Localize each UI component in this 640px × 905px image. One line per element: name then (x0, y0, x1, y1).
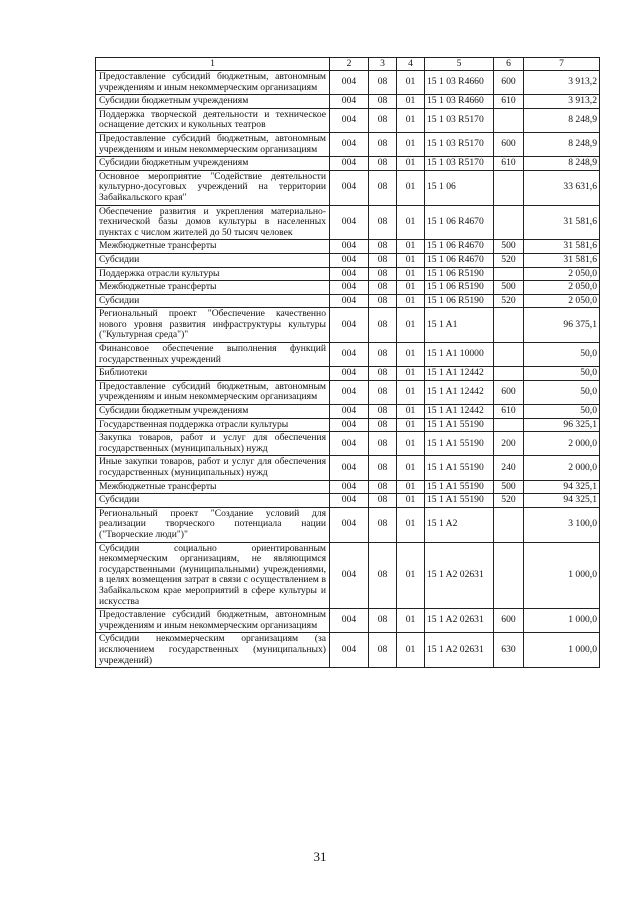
cell-ministry: 004 (330, 157, 369, 171)
cell-expense-type (494, 170, 524, 205)
cell-expense-type (494, 108, 524, 132)
cell-subsection: 01 (397, 480, 425, 494)
table-row (96, 170, 600, 205)
cell-subsection: 01 (397, 367, 425, 381)
cell-ministry: 004 (330, 494, 369, 508)
cell-target-article: 15 1 A1 55190 (425, 480, 494, 494)
cell-section: 08 (369, 205, 397, 240)
cell-ministry: 004 (330, 170, 369, 205)
cell-subsection: 01 (397, 95, 425, 109)
cell-section: 08 (369, 633, 397, 668)
cell-ministry: 004 (330, 405, 369, 419)
cell-target-article: 15 1 06 R5190 (425, 281, 494, 295)
cell-subsection: 01 (397, 609, 425, 633)
cell-target-article: 15 1 A1 12442 (425, 405, 494, 419)
cell-section: 08 (369, 95, 397, 109)
cell-section: 08 (369, 542, 397, 609)
cell-name: Предоставление субсидий бюджетным, автономным учреждениям и иным некоммерческим организациям (96, 71, 330, 95)
cell-section: 08 (369, 294, 397, 308)
cell-target-article: 15 1 06 R4670 (425, 253, 494, 267)
cell-amount: 1 000,0 (524, 609, 600, 633)
cell-ministry: 004 (330, 132, 369, 156)
cell-section: 08 (369, 480, 397, 494)
cell-target-article: 15 1 A1 55190 (425, 456, 494, 480)
cell-target-article: 15 1 06 R5190 (425, 267, 494, 281)
cell-section: 08 (369, 253, 397, 267)
cell-name: Предоставление субсидий бюджетным, автономным учреждениям и иным некоммерческим организациям (96, 609, 330, 633)
header-col-2: 2 (330, 58, 369, 71)
table-row (96, 456, 600, 480)
table-row (96, 343, 600, 367)
cell-target-article: 15 1 03 R5170 (425, 132, 494, 156)
cell-amount: 3 100,0 (524, 507, 600, 542)
cell-target-article: 15 1 03 R5170 (425, 108, 494, 132)
cell-name: Субсидии бюджетным учреждениям (96, 157, 330, 171)
cell-amount: 3 913,2 (524, 95, 600, 109)
cell-amount: 8 248,9 (524, 132, 600, 156)
table-row (96, 308, 600, 343)
cell-amount: 1 000,0 (524, 633, 600, 668)
cell-section: 08 (369, 405, 397, 419)
cell-subsection: 01 (397, 507, 425, 542)
cell-ministry: 004 (330, 95, 369, 109)
cell-subsection: 01 (397, 267, 425, 281)
cell-expense-type: 500 (494, 281, 524, 295)
table-row (96, 205, 600, 240)
cell-ministry: 004 (330, 633, 369, 668)
cell-subsection: 01 (397, 308, 425, 343)
cell-amount: 2 050,0 (524, 294, 600, 308)
cell-section: 08 (369, 494, 397, 508)
table-row (96, 294, 600, 308)
cell-section: 08 (369, 308, 397, 343)
header-col-4: 4 (397, 58, 425, 71)
cell-section: 08 (369, 240, 397, 254)
page-number: 31 (313, 849, 327, 864)
cell-section: 08 (369, 456, 397, 480)
cell-amount: 2 000,0 (524, 456, 600, 480)
table-row (96, 609, 600, 633)
cell-subsection: 01 (397, 380, 425, 404)
cell-ministry: 004 (330, 308, 369, 343)
cell-expense-type (494, 418, 524, 432)
table-row (96, 418, 600, 432)
cell-expense-type: 610 (494, 405, 524, 419)
cell-amount: 50,0 (524, 380, 600, 404)
cell-name: Субсидии некоммерческим организациям (за исключением государственных (муниципальных) учреждений) (96, 633, 330, 668)
cell-ministry: 004 (330, 542, 369, 609)
cell-target-article: 15 1 03 R4660 (425, 71, 494, 95)
cell-ministry: 004 (330, 609, 369, 633)
cell-amount: 94 325,1 (524, 494, 600, 508)
cell-target-article: 15 1 A1 (425, 308, 494, 343)
table-row (96, 108, 600, 132)
cell-name: Поддержка отрасли культуры (96, 267, 330, 281)
cell-name: Поддержка творческой деятельности и техническое оснащение детских и кукольных театров (96, 108, 330, 132)
cell-section: 08 (369, 170, 397, 205)
cell-expense-type (494, 542, 524, 609)
table-row (96, 267, 600, 281)
cell-name: Субсидии (96, 253, 330, 267)
cell-target-article: 15 1 06 R4670 (425, 205, 494, 240)
header-col-6: 6 (494, 58, 524, 71)
cell-subsection: 01 (397, 494, 425, 508)
cell-name: Обеспечение развития и укрепления материально-технической базы домов культуры в населенных пунктах с числом жителей до 50 тысяч человек (96, 205, 330, 240)
cell-amount: 31 581,6 (524, 205, 600, 240)
table-row (96, 95, 600, 109)
cell-target-article: 15 1 A1 10000 (425, 343, 494, 367)
cell-section: 08 (369, 71, 397, 95)
header-col-3: 3 (369, 58, 397, 71)
cell-section: 08 (369, 380, 397, 404)
cell-expense-type (494, 205, 524, 240)
cell-name: Субсидии (96, 494, 330, 508)
cell-target-article: 15 1 A1 55190 (425, 432, 494, 456)
cell-expense-type: 600 (494, 71, 524, 95)
cell-ministry: 004 (330, 456, 369, 480)
cell-name: Межбюджетные трансферты (96, 240, 330, 254)
cell-subsection: 01 (397, 157, 425, 171)
cell-name: Субсидии бюджетным учреждениям (96, 405, 330, 419)
cell-name: Предоставление субсидий бюджетным, автономным учреждениям и иным некоммерческим организациям (96, 132, 330, 156)
cell-expense-type: 520 (494, 294, 524, 308)
table-row (96, 71, 600, 95)
table-row (96, 494, 600, 508)
cell-target-article: 15 1 03 R5170 (425, 157, 494, 171)
cell-ministry: 004 (330, 267, 369, 281)
cell-target-article: 15 1 06 R5190 (425, 294, 494, 308)
cell-amount: 94 325,1 (524, 480, 600, 494)
cell-name: Библиотеки (96, 367, 330, 381)
table-row (96, 507, 600, 542)
cell-expense-type: 600 (494, 132, 524, 156)
cell-ministry: 004 (330, 108, 369, 132)
cell-expense-type: 520 (494, 253, 524, 267)
cell-expense-type (494, 267, 524, 281)
cell-subsection: 01 (397, 132, 425, 156)
cell-subsection: 01 (397, 456, 425, 480)
cell-target-article: 15 1 A2 (425, 507, 494, 542)
cell-name: Субсидии социально ориентированным некоммерческим организациям, не являющимся государственными (муниципальными) учреждениями, в целях возмещения затрат в связи с осуществлением в Забайкальском крае мероприятий в сфере культуры и искусства (96, 542, 330, 609)
cell-subsection: 01 (397, 108, 425, 132)
cell-ministry: 004 (330, 240, 369, 254)
cell-subsection: 01 (397, 405, 425, 419)
cell-ministry: 004 (330, 507, 369, 542)
budget-table (95, 57, 600, 668)
cell-section: 08 (369, 132, 397, 156)
cell-target-article: 15 1 06 (425, 170, 494, 205)
header-col-1: 1 (96, 58, 330, 71)
cell-target-article: 15 1 A1 55190 (425, 494, 494, 508)
cell-subsection: 01 (397, 240, 425, 254)
cell-name: Региональный проект "Обеспечение качественно нового уровня развития инфраструктуры культуры ("Культурная среда")" (96, 308, 330, 343)
cell-amount: 31 581,6 (524, 253, 600, 267)
table-row (96, 405, 600, 419)
cell-amount: 3 913,2 (524, 71, 600, 95)
cell-expense-type (494, 343, 524, 367)
cell-expense-type: 500 (494, 480, 524, 494)
cell-expense-type: 600 (494, 609, 524, 633)
table-row (96, 480, 600, 494)
cell-expense-type: 520 (494, 494, 524, 508)
cell-name: Иные закупки товаров, работ и услуг для обеспечения государственных (муниципальных) нужд (96, 456, 330, 480)
cell-expense-type (494, 507, 524, 542)
table-row (96, 281, 600, 295)
cell-name: Финансовое обеспечение выполнения функций государственных учреждений (96, 343, 330, 367)
cell-amount: 50,0 (524, 367, 600, 381)
table-row (96, 380, 600, 404)
cell-name: Государственная поддержка отрасли культуры (96, 418, 330, 432)
cell-amount: 2 000,0 (524, 432, 600, 456)
cell-subsection: 01 (397, 432, 425, 456)
cell-ministry: 004 (330, 281, 369, 295)
cell-name: Региональный проект "Создание условий для реализации творческого потенциала нации ("Творческие люди")" (96, 507, 330, 542)
cell-amount: 96 375,1 (524, 308, 600, 343)
cell-target-article: 15 1 A2 02631 (425, 609, 494, 633)
cell-subsection: 01 (397, 281, 425, 295)
cell-name: Межбюджетные трансферты (96, 281, 330, 295)
cell-section: 08 (369, 157, 397, 171)
cell-ministry: 004 (330, 418, 369, 432)
cell-amount: 2 050,0 (524, 267, 600, 281)
cell-amount: 96 325,1 (524, 418, 600, 432)
cell-target-article: 15 1 06 R4670 (425, 240, 494, 254)
cell-target-article: 15 1 A2 02631 (425, 542, 494, 609)
cell-ministry: 004 (330, 343, 369, 367)
cell-ministry: 004 (330, 253, 369, 267)
cell-expense-type: 610 (494, 95, 524, 109)
cell-name: Основное мероприятие "Содействие деятельности культурно-досуговых учреждений на территории Забайкальского края" (96, 170, 330, 205)
table-row (96, 633, 600, 668)
cell-section: 08 (369, 418, 397, 432)
table-row (96, 542, 600, 609)
table-row (96, 432, 600, 456)
cell-ministry: 004 (330, 480, 369, 494)
cell-section: 08 (369, 281, 397, 295)
cell-subsection: 01 (397, 542, 425, 609)
cell-expense-type (494, 367, 524, 381)
cell-subsection: 01 (397, 343, 425, 367)
table-row (96, 240, 600, 254)
cell-target-article: 15 1 A1 12442 (425, 367, 494, 381)
cell-expense-type: 610 (494, 157, 524, 171)
cell-section: 08 (369, 367, 397, 381)
table-row (96, 367, 600, 381)
cell-target-article: 15 1 A2 02631 (425, 633, 494, 668)
cell-subsection: 01 (397, 71, 425, 95)
cell-subsection: 01 (397, 170, 425, 205)
table-row (96, 157, 600, 171)
cell-expense-type: 500 (494, 240, 524, 254)
cell-name: Субсидии бюджетным учреждениям (96, 95, 330, 109)
cell-amount: 2 050,0 (524, 281, 600, 295)
cell-name: Субсидии (96, 294, 330, 308)
cell-section: 08 (369, 609, 397, 633)
cell-subsection: 01 (397, 633, 425, 668)
cell-section: 08 (369, 343, 397, 367)
cell-amount: 50,0 (524, 343, 600, 367)
cell-expense-type: 630 (494, 633, 524, 668)
cell-name: Межбюджетные трансферты (96, 480, 330, 494)
cell-amount: 31 581,6 (524, 240, 600, 254)
table-row (96, 132, 600, 156)
cell-expense-type (494, 308, 524, 343)
cell-target-article: 15 1 A1 55190 (425, 418, 494, 432)
cell-section: 08 (369, 267, 397, 281)
cell-amount: 33 631,6 (524, 170, 600, 205)
cell-ministry: 004 (330, 380, 369, 404)
cell-amount: 50,0 (524, 405, 600, 419)
cell-name: Закупка товаров, работ и услуг для обеспечения государственных (муниципальных) нужд (96, 432, 330, 456)
cell-target-article: 15 1 A1 12442 (425, 380, 494, 404)
cell-section: 08 (369, 432, 397, 456)
header-col-7: 7 (524, 58, 600, 71)
table-row (96, 253, 600, 267)
cell-ministry: 004 (330, 294, 369, 308)
cell-subsection: 01 (397, 205, 425, 240)
cell-ministry: 004 (330, 432, 369, 456)
cell-ministry: 004 (330, 367, 369, 381)
cell-amount: 1 000,0 (524, 542, 600, 609)
cell-section: 08 (369, 108, 397, 132)
cell-target-article: 15 1 03 R4660 (425, 95, 494, 109)
cell-section: 08 (369, 507, 397, 542)
cell-name: Предоставление субсидий бюджетным, автономным учреждениям и иным некоммерческим организациям (96, 380, 330, 404)
cell-subsection: 01 (397, 253, 425, 267)
cell-expense-type: 200 (494, 432, 524, 456)
cell-amount: 8 248,9 (524, 157, 600, 171)
cell-expense-type: 600 (494, 380, 524, 404)
header-col-5: 5 (425, 58, 494, 71)
cell-expense-type: 240 (494, 456, 524, 480)
header-row (96, 58, 600, 71)
cell-amount: 8 248,9 (524, 108, 600, 132)
cell-ministry: 004 (330, 205, 369, 240)
cell-ministry: 004 (330, 71, 369, 95)
cell-subsection: 01 (397, 418, 425, 432)
cell-subsection: 01 (397, 294, 425, 308)
